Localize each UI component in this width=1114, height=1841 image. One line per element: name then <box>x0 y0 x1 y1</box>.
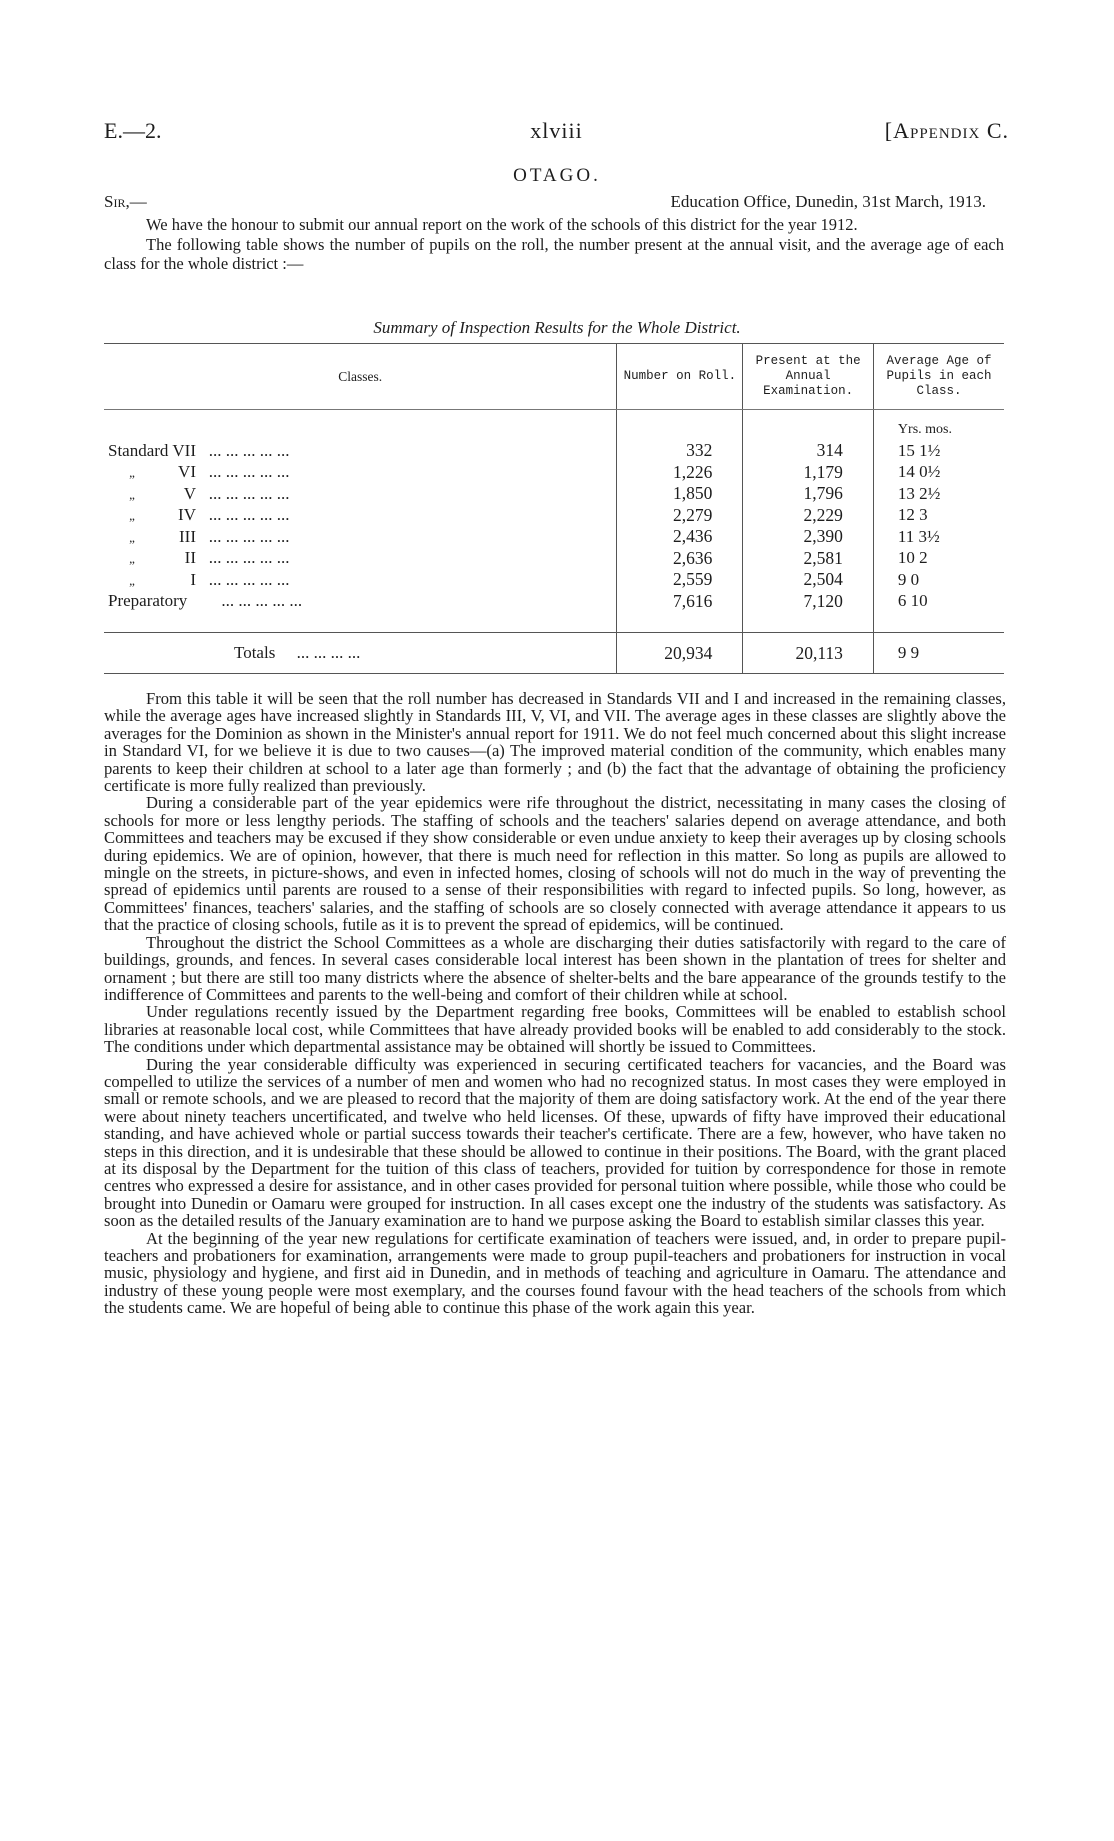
age-cell: 6 10 <box>873 591 1004 613</box>
table-row <box>104 440 1004 462</box>
totals-row <box>104 633 1004 674</box>
class-label: IV <box>178 505 196 525</box>
dot-leader: ... ... ... ... ... <box>208 440 290 460</box>
intro-paragraph: We have the honour to submit our annual report on the work of the schools of this district for the year 1912. <box>146 215 858 234</box>
roll-cell: 7,616 <box>617 591 743 613</box>
dot-leader: ... ... ... ... ... <box>208 505 290 525</box>
dot-leader: ... ... ... ... ... <box>208 462 290 482</box>
present-cell: 314 <box>743 440 874 462</box>
class-label: III <box>179 526 196 546</box>
header-classes: Classes. <box>104 344 617 410</box>
roll-cell: 332 <box>617 440 743 462</box>
header-roll: Number on Roll. <box>617 344 743 410</box>
age-cell: 9 0 <box>873 569 1004 591</box>
body-paragraph: Throughout the district the School Committees as a whole are discharging their duties satisfactorily with regard to the care of buildings, grounds, and fences. In several cases considerable local interest has been shown in the plantation of trees for shelter and ornament ; but there are still too many districts where the absence of shelter-belts and the bare appearance of the grounds testify to the indifference of Committees and parents to the well-being and comfort of their children while at school. <box>104 932 1006 1004</box>
age-cell: 10 2 <box>873 548 1004 570</box>
report-title: OTAGO. <box>513 165 601 186</box>
dot-leader: ... ... ... ... ... <box>208 569 290 589</box>
roll-cell: 1,226 <box>617 462 743 484</box>
report-reference: E.—2. <box>104 118 162 143</box>
table-row <box>104 462 1004 484</box>
dot-leader: ... ... ... ... ... <box>208 526 290 546</box>
age-cell: 11 3½ <box>873 526 1004 548</box>
body-paragraph: At the beginning of the year new regulations for certificate examination of teachers were issued, and, in order to prepare pupil-teachers and probationers for examination, arrangements were made to group pupil-teachers and probationers for instruction in vocal music, physiology and hygiene, and first aid in Dunedin, and in methods of teaching and agriculture in Oamaru. The attendance and industry of these young people were most exemplary, and the courses found favour with the head teachers of the schools from which the students came. We are hopeful of being able to continue this phase of the work again this year. <box>104 1228 1006 1318</box>
present-cell: 2,581 <box>743 548 874 570</box>
table-row <box>104 548 1004 570</box>
table-row <box>104 410 1004 441</box>
class-label: V <box>183 483 196 503</box>
present-total: 20,113 <box>743 633 874 674</box>
ditto-mark: „ <box>129 551 135 567</box>
body-paragraph: During a considerable part of the year epidemics were rife throughout the district, necessitating in many cases the closing of schools for more or less lengthy periods. The staffing of schools and the teachers' salaries depend on average attendance, and both Committees and teachers may be excused if they show considerable or even undue anxiety to keep their averages up by closing schools during epidemics. We are of opinion, however, that there is much need for reflection in this matter. So long as pupils are allowed to mingle on the streets, in picture-shows, and even in infected homes, closing of schools will not do much in the way of preventing the spread of epidemics until parents are roused to a sense of their responsibilities with regard to infected pupils. So long, however, as Committees' finances, teachers' salaries, and the staffing of schools are so closely connected with average attendance it appears to us that the practice of closing schools, futile as it is to prevent the spread of epidemics, will be continued. <box>104 793 1006 935</box>
dot-leader: ... ... ... ... ... <box>221 591 303 611</box>
age-units: Yrs. mos. <box>873 410 1004 441</box>
roll-cell: 2,636 <box>617 548 743 570</box>
roll-cell: 1,850 <box>617 483 743 505</box>
present-cell: 2,504 <box>743 569 874 591</box>
present-cell: 7,120 <box>743 591 874 613</box>
intro-paragraph: The following table shows the number of pupils on the roll, the number present at the annual visit, and the average age of each class for the whole district :— <box>104 234 1004 273</box>
present-cell: 1,796 <box>743 483 874 505</box>
present-cell: 1,179 <box>743 462 874 484</box>
roll-cell: 2,559 <box>617 569 743 591</box>
age-cell: 12 3 <box>873 505 1004 527</box>
totals-label: Totals <box>234 643 276 662</box>
summary-table-container <box>104 343 1004 674</box>
ditto-mark: „ <box>129 508 135 524</box>
age-total: 9 9 <box>873 633 1004 674</box>
body-paragraph: From this table it will be seen that the roll number has decreased in Standards VII and I and increased in the remaining classes, while the average ages have increased slightly in Standards III, V, VI, and VII. The average ages in these classes are slightly above the averages for the Dominion as shown in the Minister's annual report for 1911. We do not feel much concerned about this slight increase in Standard VI, for we believe it is due to two causes—(a) The improved material condition of the community, which enables many parents to keep their children at school to a later age than formerly ; and (b) the fact that the advantage of obtaining the proficiency certificate is more fully realized than previously. <box>104 689 1006 796</box>
body-paragraph: During the year considerable difficulty was experienced in securing certificated teachers for vacancies, and the Board was compelled to utilize the services of a number of men and women who had no recognized status. In most cases they were employed in small or remote schools, and we are pleased to record that the majority of them are doing satisfactory work. At the end of the year there were about ninety teachers uncertificated, and twelve who held licenses. Of these, upwards of fifty have improved their educational standing, and have achieved whole or partial success towards their teacher's certificate. There are a few, however, who have taken no steps in this direction, and it is undesirable that these should be allowed to continue in their positions. The Board, with the grant placed at its disposal by the Department for the tuition of this class of teachers, provided for tuition by correspondence for those in remote centres who expressed a desire for assistance, and in other cases provided for personal tuition where possible, while those who could be brought into Dunedin or Oamaru were grouped for instruction. In all cases except one the industry of the students was satisfactory. As soon as the detailed results of the January examination are to hand we purpose asking the Board to establish similar classes this year. <box>104 1054 1006 1231</box>
salutation: Sir,— <box>104 192 147 211</box>
roll-cell: 2,436 <box>617 526 743 548</box>
table-row <box>104 591 1004 613</box>
roll-cell: 2,279 <box>617 505 743 527</box>
age-cell: 15 1½ <box>873 440 1004 462</box>
dot-leader: ... ... ... ... <box>296 643 361 662</box>
class-label: VII <box>172 440 196 460</box>
class-label: Preparatory <box>108 591 188 611</box>
page-number: xlviii <box>530 118 583 143</box>
age-cell: 13 2½ <box>873 483 1004 505</box>
ditto-mark: „ <box>129 572 135 588</box>
ditto-mark: „ <box>129 465 135 481</box>
header-average-age: Average Age of Pupils in each Class. <box>873 344 1004 410</box>
ditto-mark: „ <box>129 486 135 502</box>
ditto-mark: „ <box>129 529 135 545</box>
present-cell: 2,390 <box>743 526 874 548</box>
table-caption: Summary of Inspection Results for the Whole District. <box>373 318 741 337</box>
dot-leader: ... ... ... ... ... <box>208 483 290 503</box>
class-label: II <box>184 548 196 568</box>
dateline: Education Office, Dunedin, 31st March, 1913. <box>670 192 986 211</box>
table-row <box>104 526 1004 548</box>
appendix-label: [Appendix C. <box>884 118 1009 143</box>
intro-text <box>104 215 1004 274</box>
dot-leader: ... ... ... ... ... <box>208 548 290 568</box>
report-body <box>104 690 1006 1317</box>
table-header-row <box>104 344 1004 410</box>
age-cell: 14 0½ <box>873 462 1004 484</box>
class-label: VI <box>178 462 196 482</box>
table-row <box>104 569 1004 591</box>
class-label: I <box>190 569 196 589</box>
table-row <box>104 483 1004 505</box>
table-row <box>104 505 1004 527</box>
class-prefix: Standard <box>108 440 169 460</box>
running-header <box>104 118 1009 150</box>
present-cell: 2,229 <box>743 505 874 527</box>
body-paragraph: Under regulations recently issued by the Department regarding free books, Committees will be enabled to establish school libraries at reasonable local cost, while Committees that have already provided books will be enabled to add considerably to the stock. The conditions under which departmental assistance may be obtained will shortly be issued to Committees. <box>104 1002 1006 1057</box>
header-present: Present at the Annual Examination. <box>743 344 874 410</box>
summary-table <box>104 343 1004 674</box>
roll-total: 20,934 <box>617 633 743 674</box>
